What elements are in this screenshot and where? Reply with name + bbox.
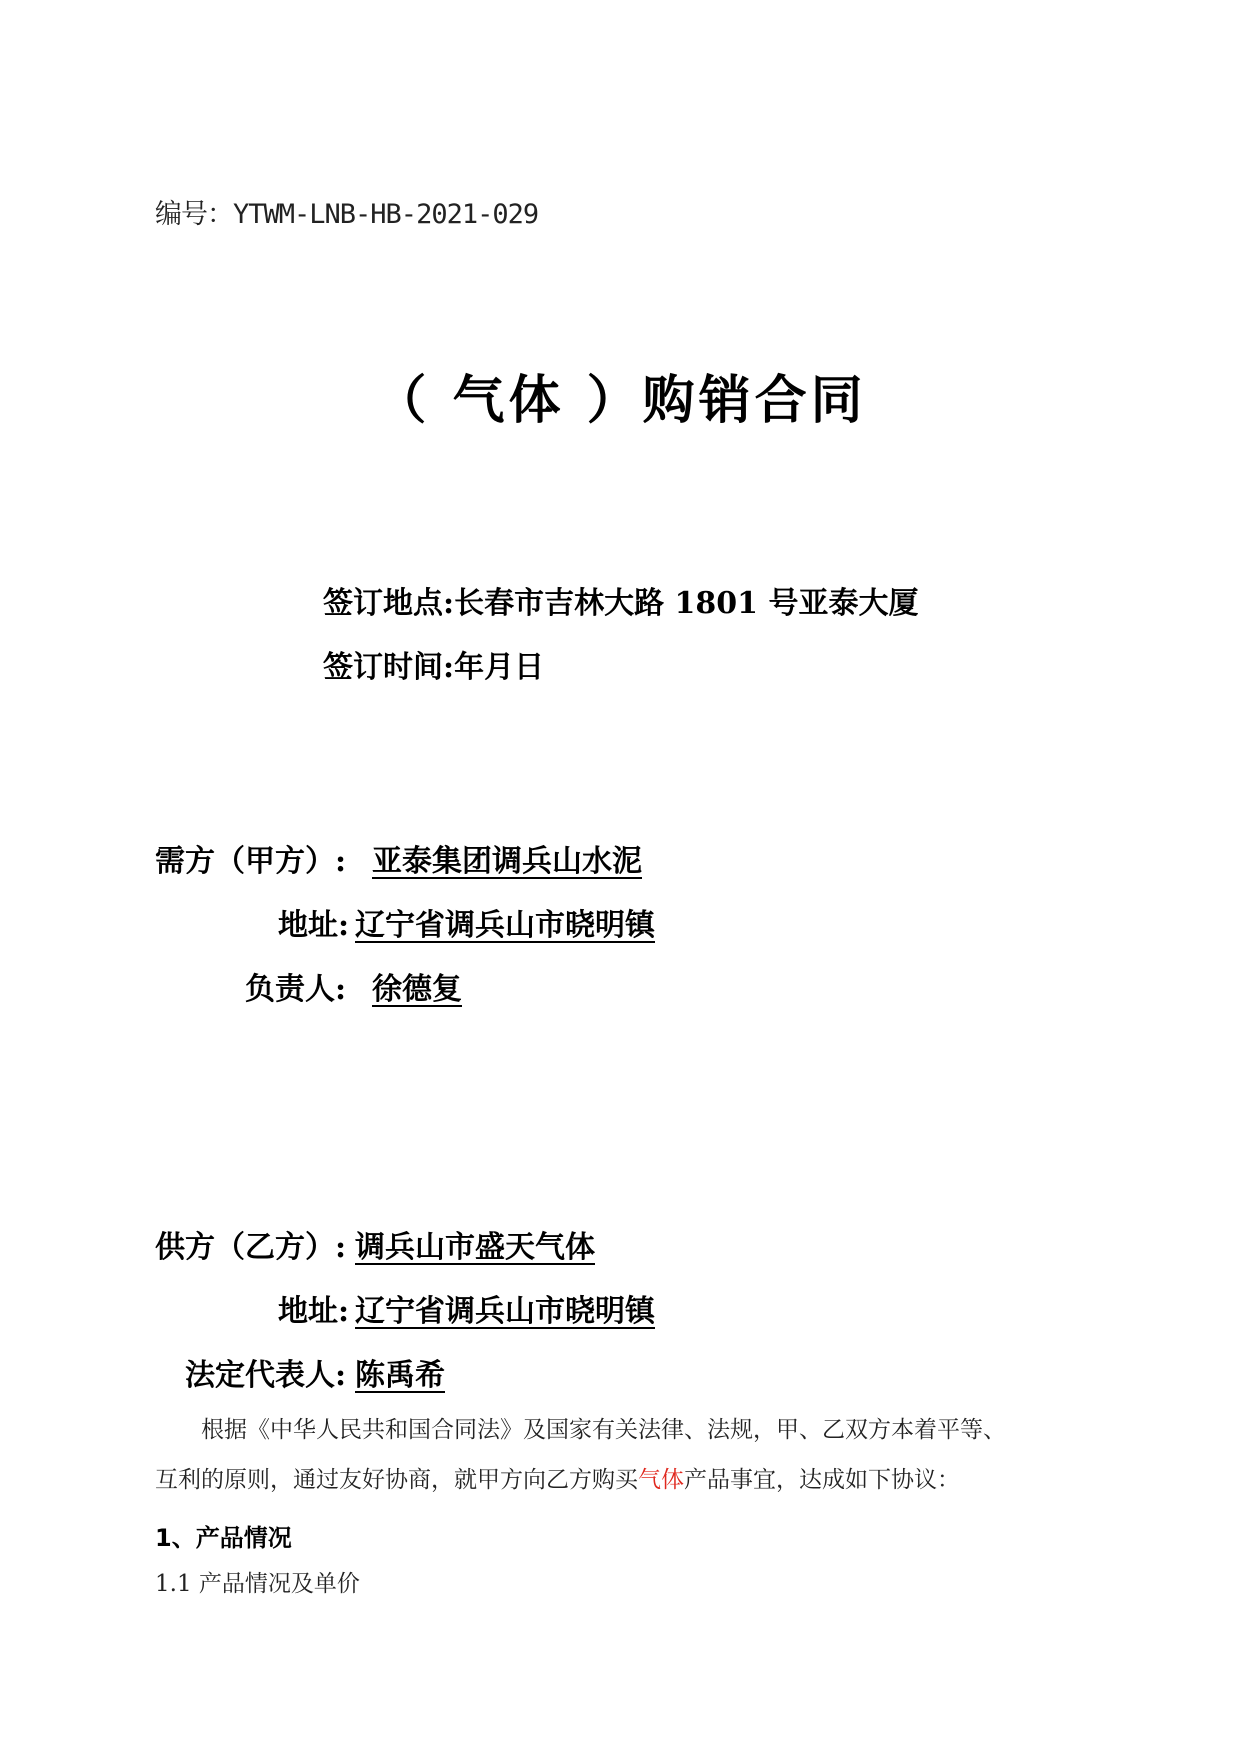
- seller-address: 辽宁省调兵山市晓明镇: [355, 1294, 655, 1329]
- signing-place: 签订地点:长春市吉林大路 1801 号亚泰大厦: [323, 586, 919, 621]
- seller-label: 供方（乙方）:: [155, 1230, 347, 1265]
- seller-person: 陈禹希: [355, 1358, 445, 1393]
- document-number: 编号：YTWM-LNB-HB-2021-029: [155, 199, 539, 230]
- buyer-name: 亚泰集团调兵山水泥: [372, 844, 642, 879]
- buyer-person: 徐德复: [372, 972, 462, 1007]
- seller-address-label: 地址:: [278, 1294, 350, 1329]
- buyer-address-label: 地址:: [278, 908, 350, 943]
- seller-block: [0, 1222, 1241, 1422]
- section-1-1-heading: 1.1 产品情况及单价: [155, 1571, 360, 1597]
- intro-paragraph: [155, 1405, 1090, 1505]
- buyer-label: 需方（甲方）:: [155, 844, 347, 879]
- intro-line-2: [155, 1455, 1090, 1505]
- intro-line-2-pre: 互利的原则，通过友好协商，就甲方向乙方购买: [155, 1467, 638, 1493]
- seller-person-label: 法定代表人:: [185, 1358, 347, 1393]
- buyer-address: 辽宁省调兵山市晓明镇: [355, 908, 655, 943]
- intro-line-2-post: 产品事宜，达成如下协议：: [684, 1467, 960, 1493]
- intro-highlight: 气体: [638, 1467, 684, 1493]
- section-1-heading: 1、产品情况: [155, 1524, 292, 1552]
- contract-title: （ 气体 ）购销合同: [374, 371, 867, 431]
- buyer-person-label: 负责人:: [245, 972, 347, 1007]
- buyer-block: [0, 836, 1241, 1036]
- seller-name: 调兵山市盛天气体: [355, 1230, 595, 1265]
- signing-time: 签订时间:年月日: [323, 650, 545, 685]
- intro-line-1: 根据《中华人民共和国合同法》及国家有关法律、法规，甲、乙双方本着平等、: [201, 1417, 1006, 1443]
